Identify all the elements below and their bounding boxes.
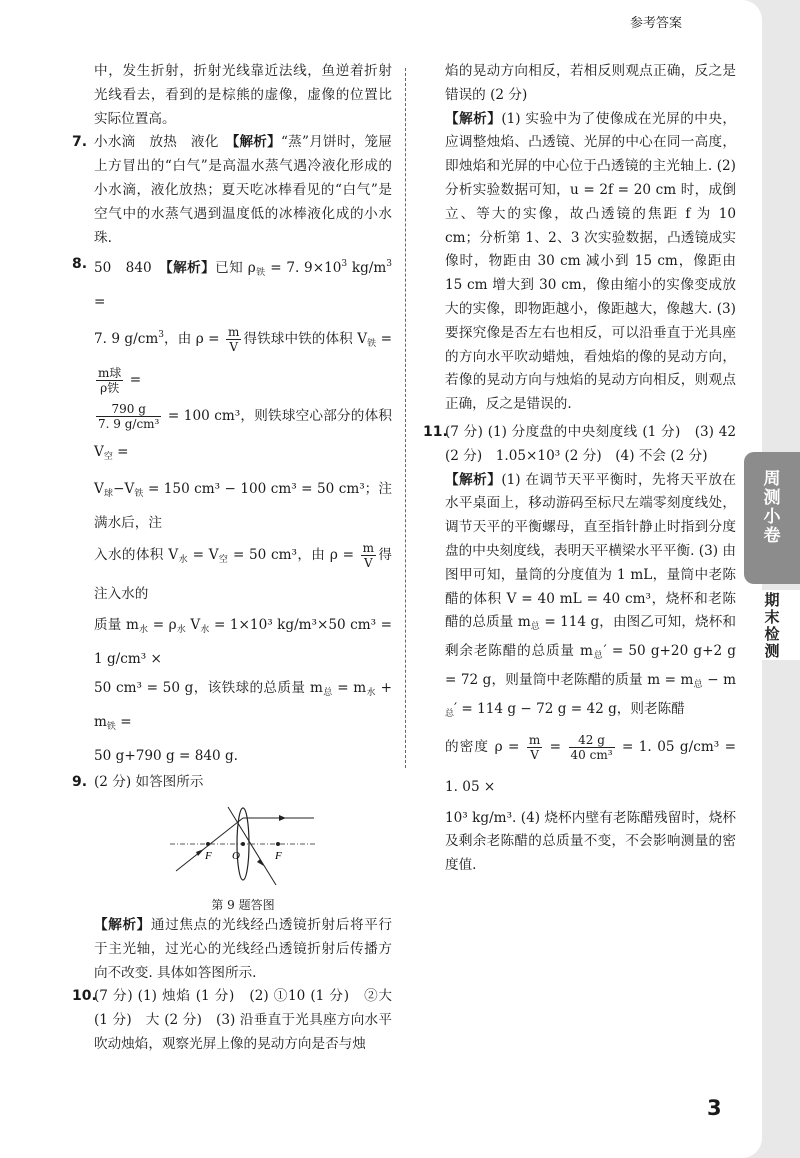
q9-analysis-label: 【解析】	[94, 916, 151, 933]
question-9	[72, 771, 392, 795]
tab-label-weekly: 周测小卷	[763, 469, 781, 546]
q10-number: 10.	[72, 988, 97, 1005]
q9-answer: (2 分) 如答图所示	[94, 774, 204, 791]
q9-figure-caption: 第 9 题答图	[211, 897, 275, 912]
question-7	[72, 131, 392, 250]
q10-answer: (7 分) (1) 烛焰 (1 分) (2) ①10 (1 分) ②大 (1 分) 大 (2 分) (3) 沿垂直于光具座方向水平吹动烛焰，观察光屏上像的晃动方向是否与烛	[94, 988, 392, 1052]
fraction: $\frac{m}{V}$	[227, 325, 240, 355]
page-header: 参考答案	[629, 16, 682, 31]
q6-continuation: 中，发生折射，折射光线靠近法线，鱼逆着折射光线看去，看到的是棕熊的虚像，虚像的位置比实际位置高。	[94, 63, 392, 127]
q11-answer: (7 分) (1) 分度盘的中央刻度线 (1 分) (3) 42 (2 分) 1.05×10³ (2 分) (4) 不会 (2 分)	[445, 423, 736, 464]
q11-number: 11.	[423, 423, 448, 440]
section-tab-weekly	[744, 452, 800, 584]
question-10	[72, 985, 392, 1056]
right-column	[423, 60, 736, 878]
section-tab-final	[744, 590, 800, 660]
q8-line-5: 入水的体积 $V_水 = V_空 = 50$ cm³，由 ρ = $\frac{m}{V}$ 得注入水的	[94, 541, 392, 603]
q10-analysis-label: 【解析】	[445, 110, 502, 127]
fraction: $\frac{42 g}{\text{40 cm³}}$	[570, 732, 613, 762]
fraction: $\frac{m}{V}$	[528, 732, 541, 762]
arrow-icon	[257, 859, 264, 866]
q9-number: 9.	[72, 774, 88, 791]
q8-line-6: 质量 $m_水 = \rho_水$ $V_水 = 1\times 10^3$ kg/m³×50 cm³ = 1 g/cm³ ×	[94, 617, 392, 668]
q11-analysis-label: 【解析】	[445, 471, 502, 488]
q10-answer-continuation: 焰的晃动方向相反，若相反则观点正确，反之是错误的 (2 分)	[445, 63, 736, 103]
left-column	[72, 60, 392, 1057]
label-f-right: F	[275, 850, 282, 863]
page-number: 3	[707, 1096, 722, 1120]
q11-analysis-block: 【解析】(1) 在调节天平平衡时，先将天平放在水平桌面上，移动游码至标尺左端零刻度线处，调节天平的平衡螺母，直至指针静止时指到分度盘的中央刻度线，表明天平横梁水平平衡. (3) 由图甲可知，量筒的分度值为 1 mL，量筒中老陈醋的体积 V = 40 mL = 40 cm³，烧杯和老陈醋的总质量 $m_总 = 114$ g，由图乙可知，烧杯和剩余老陈醋的总质量 $m_总' = 50$ g+20 g+2 g = 72 g，则量筒中老陈醋的质量 $m = m_总 - m_总' = 114$ g − 72 g = 42 g，则老陈醋 的密度 ρ = $\frac{m}{V}$ = $\frac{42 g}{\text{40 cm³}}$ = 1. 05 g/cm³ = 1. 05 × 10³ kg/m³. (4) 烧杯内壁有老陈醋残留时，烧杯及剩余老陈醋的总质量不变，不会影响测量的密度值.	[423, 469, 736, 878]
arrow-icon	[196, 849, 204, 856]
focus-point-left	[206, 842, 210, 846]
q8-line-7: 50 cm³ = 50 g，该铁球的总质量 $m_总 = m_水 + m_铁$ =	[94, 680, 392, 733]
label-f-left: F	[205, 850, 212, 863]
q7-answer: 小水滴 放热 液化	[94, 134, 233, 151]
q8-line-3: $\frac{790 g}{\text{7. 9 g/cm³}}$ = 100 cm³，则铁球空心部分的体积 $V_空$ =	[94, 402, 392, 463]
label-o: O	[232, 850, 240, 863]
q11-analysis-end: 10³ kg/m³. (4) 烧杯内壁有老陈醋残留时，烧杯及剩余老陈醋的总质量不变，不会影响测量的密度值.	[445, 809, 736, 874]
q8-line-4: $V_球-V_铁 = 150$ cm³ − 100 cm³ = 50 cm³；注满水后，注	[94, 481, 392, 532]
question-11	[423, 421, 736, 469]
q7-analysis: “蒸”月饼时，笼屉上方冒出的“白气”是高温水蒸气遇冷液化形成的小水滴，液化放热；夏天吃冰棒看见的“白气”是空气中的水蒸气遇到温度低的冰棒液化成的小水珠.	[94, 134, 392, 246]
q8-line-2: 7. 9 $g/cm^3$，由 ρ = $\frac{m}{V}$ 得铁球中铁的体积 $V_铁$ = $\frac{\text{m球}}{\text{ρ铁}}$ =	[94, 325, 393, 396]
fraction: $\frac{790 g}{\text{7. 9 g/cm³}}$	[98, 402, 160, 432]
q7-number: 7.	[72, 134, 88, 151]
fraction: $\frac{\text{m球}}{\text{ρ铁}}$	[98, 366, 122, 396]
fraction: $\frac{m}{V}$	[362, 541, 375, 571]
ray-through-center	[228, 807, 276, 885]
focus-point-right	[276, 842, 280, 846]
q10-analysis-block	[423, 108, 736, 417]
optical-center	[241, 842, 245, 846]
q9-analysis: 通过焦点的光线经凸透镜折射后将平行于主光轴，过光心的光线经凸透镜折射后传播方向不改变. 具体如答图所示.	[94, 916, 393, 981]
column-divider	[405, 68, 406, 768]
q11-density-line: 的密度 ρ = $\frac{m}{V}$ = $\frac{42 g}{\text{40 cm³}}$ = 1. 05 g/cm³ = 1. 05 ×	[445, 732, 736, 795]
q8-number: 8.	[72, 256, 88, 273]
lens-ray-diagram	[168, 801, 318, 887]
q10-analysis: (1) 实验中为了使像成在光屏的中央，应调整烛焰、凸透镜、光屏的中心在同一高度，即烛焰和光屏的中心位于凸透镜的主光轴上. (2) 分析实验数据可知，u = 2f = 20 cm 时，成倒立、等大的实像，故凸透镜的焦距 f 为 10 cm；分析第 1、2、3 次实验数据，凸透镜成实像时，物距由 30 cm 减小到 15 cm，像距由 15 cm 增大到 30 cm，像由缩小的实像变成放大的实像，即物距越小，像距越大，像越大. (3) 要探究像是否左右也相反，可以沿垂直于光具座的方向水平吹动蜡烛，看烛焰的像的晃动方向，若像的晃动方向与烛焰的晃动方向相反，则观点正确，反之是错误的.	[445, 110, 737, 413]
q9-figure	[94, 801, 392, 914]
q8-line-8: 50 g+790 g = 840 g.	[94, 748, 239, 765]
arrow-icon	[279, 815, 286, 821]
q9-analysis-block	[72, 914, 392, 985]
q8-line-1: 50 840 【解析】已知 $\rho_铁 = 7$. $9\times 10^3$ $kg/m^3$ =	[94, 259, 392, 311]
question-8	[72, 250, 392, 771]
q7-analysis-label: 【解析】	[232, 134, 281, 151]
tab-label-final: 期末检测	[764, 591, 780, 660]
